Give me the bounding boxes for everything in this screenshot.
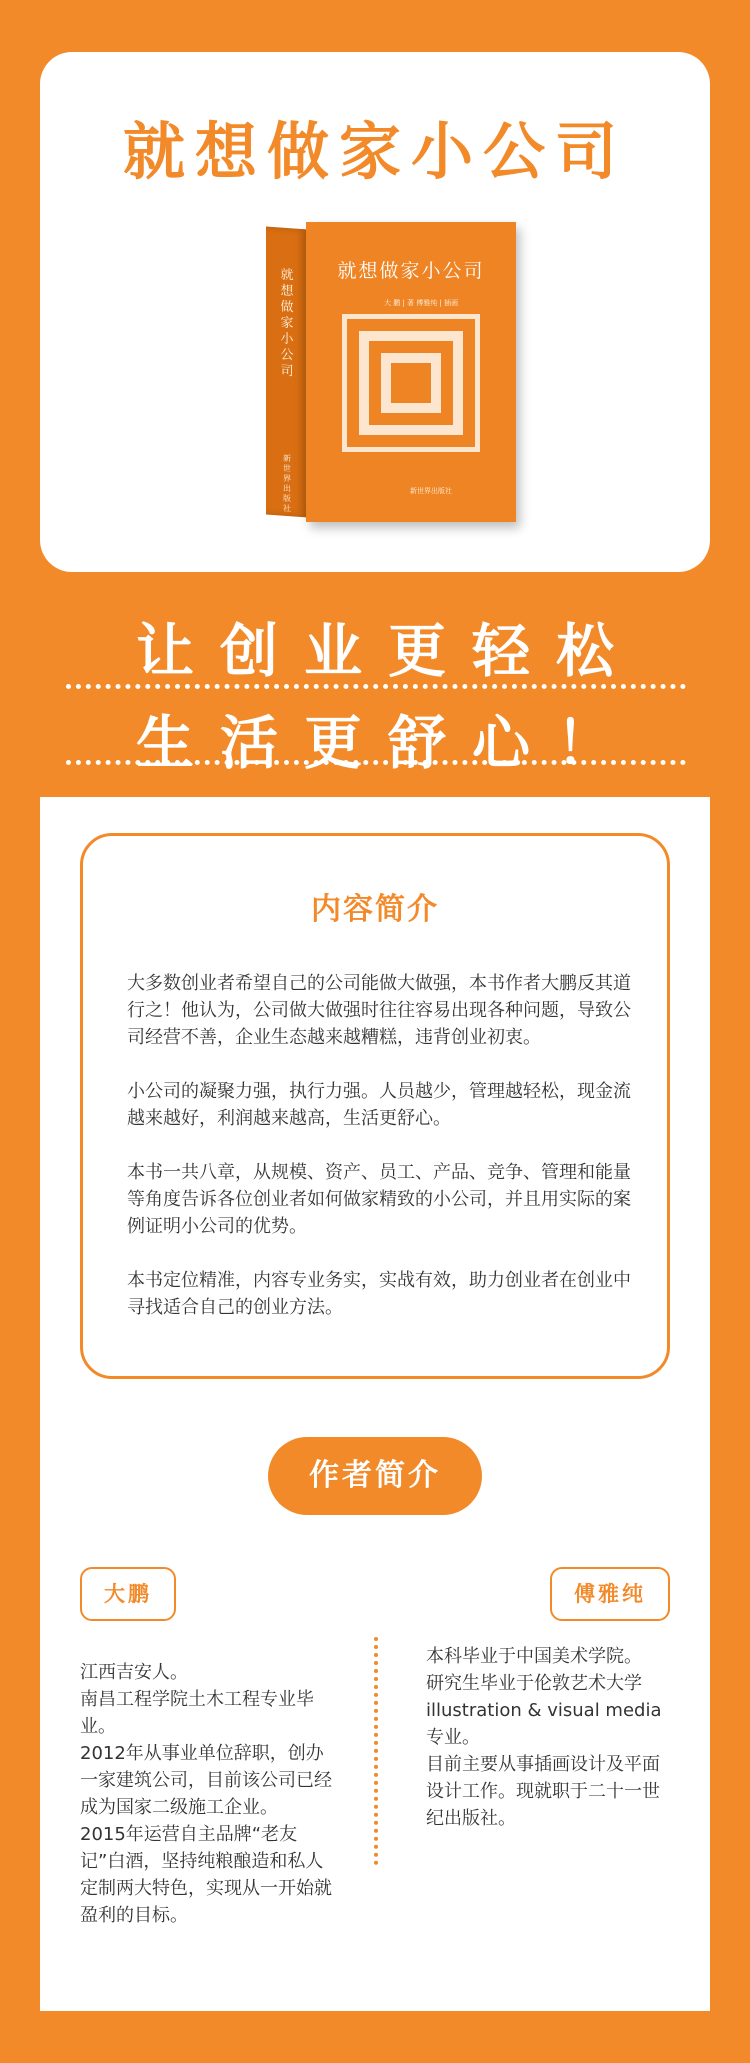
book-front xyxy=(306,222,516,522)
book-cover-title: 就想做家小公司 xyxy=(337,260,485,282)
intro-paragraph: 小公司的凝聚力强，执行力强。人员越少，管理越轻松，现金流越来越好，利润越来越高，生活更舒心。 xyxy=(127,1081,631,1129)
slogan-line-1: 让创业更轻松 xyxy=(135,617,640,685)
bio-line: 江西吉安人。 xyxy=(80,1662,188,1683)
slogan-line-2: 生活更舒心！ xyxy=(135,709,640,777)
book-cover-author: 大 鹏 | 著 傅雅纯 | 插画 xyxy=(384,299,459,307)
intro-paragraph: 本书定位精准，内容专业务实，实战有效，助力创业者在创业中寻找适合自己的创业方法。 xyxy=(127,1270,631,1318)
book-cover-image xyxy=(266,222,516,522)
intro-paragraph: 本书一共八章，从规模、资产、员工、产品、竞争、管理和能量等角度告诉各位创业者如何做家精致的小公司，并且用实际的案例证明小公司的优势。 xyxy=(127,1162,631,1237)
vertical-dotted-divider xyxy=(374,1637,378,1865)
book-spine-title: 就想做家小公司 xyxy=(280,267,294,380)
page-title: 就想做家小公司 xyxy=(122,115,627,188)
concentric-squares-icon xyxy=(342,314,480,452)
authors-section-title: 作者简介 xyxy=(268,1437,482,1515)
bio-line: 研究生毕业于伦敦艺术大学 illustration & visual media专业。 xyxy=(426,1673,662,1748)
dotted-divider-2 xyxy=(66,760,686,765)
top-card xyxy=(40,52,710,572)
book-spine-publisher-logo: 新世界出版社 xyxy=(283,453,291,514)
dotted-divider-1 xyxy=(66,684,686,689)
author-bio-right xyxy=(426,1643,662,1832)
bio-line: 南昌工程学院土木工程专业毕业。 xyxy=(80,1689,314,1737)
intro-body xyxy=(127,970,637,1348)
book-spine xyxy=(266,227,308,518)
author-name-tag-right: 傅雅纯 xyxy=(550,1567,670,1621)
intro-section xyxy=(80,833,670,1379)
intro-paragraph: 大多数创业者希望自己的公司能做大做强，本书作者大鹏反其道行之！他认为，公司做大做强时往往容易出现各种问题，导致公司经营不善，企业生态越来越糟糕，违背创业初衷。 xyxy=(127,973,631,1048)
bio-line: 本科毕业于中国美术学院。 xyxy=(426,1646,642,1667)
content-card xyxy=(40,797,710,2011)
author-bio-left xyxy=(80,1659,336,1929)
book-cover-publisher: 新世界出版社 xyxy=(410,487,452,495)
bio-line: 2012年从事业单位辞职，创办一家建筑公司，目前该公司已经成为国家二级施工企业。 xyxy=(80,1743,332,1818)
intro-title: 内容简介 xyxy=(311,892,439,927)
bio-line: 目前主要从事插画设计及平面设计工作。现就职于二十一世纪出版社。 xyxy=(426,1754,660,1829)
author-name-tag-left: 大鹏 xyxy=(80,1567,176,1621)
bio-line: 2015年运营自主品牌“老友记”白酒，坚持纯粮酿造和私人定制两大特色，实现从一开始就盈利的目标。 xyxy=(80,1824,332,1926)
